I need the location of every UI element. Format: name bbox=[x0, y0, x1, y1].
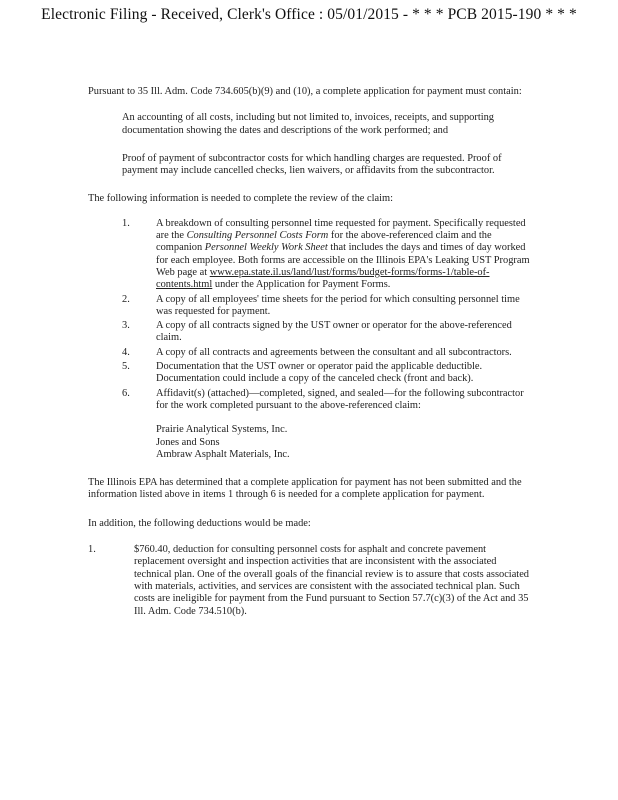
form-name: Personnel Weekly Work Sheet bbox=[204, 242, 328, 254]
needed-list bbox=[88, 218, 530, 412]
subcontractor-name: Jones and Sons bbox=[156, 436, 220, 448]
subcontractor-name: Prairie Analytical Systems, Inc. bbox=[156, 424, 288, 436]
deduction-number: 1. bbox=[88, 544, 96, 556]
contain-item-2: Proof of payment of subcontractor costs for which handling charges are requested. Proof of payment may include cancelled checks, lien waivers, or affidavits from the subcontractor. bbox=[122, 152, 502, 177]
filing-header: Electronic Filing - Received, Clerk's Office : 05/01/2015 - * * * PCB 2015-190 * * * bbox=[41, 6, 577, 23]
list-number: 3. bbox=[122, 320, 130, 332]
contain-item-1: An accounting of all costs, including but not limited to, invoices, receipts, and supporting documentation showing the dates and descriptions of the work performed; and bbox=[122, 112, 494, 136]
deductions-intro: In addition, the following deductions would be made: bbox=[88, 517, 311, 529]
list-item: 6. Affidavit(s) (attached)—completed, signed, and sealed—for the following subcontractor for the work completed pursuant to the above-referenced claim: bbox=[122, 387, 524, 411]
list-item: 5. Documentation that the UST owner or operator paid the applicable deductible. Documentation could include a copy of the canceled check (front and back). bbox=[122, 361, 483, 385]
list-number: 1. bbox=[122, 217, 130, 229]
deduction-text: $760.40, deduction for consulting personnel costs for asphalt and concrete pavement replacement oversight and inspection activities that are inconsistent with the associated technical plan. One of the overall goals of the financial review is to assure that costs associated with materials, activities, and services are consistent with the associated technical plan. Such costs are ineligible for payment from the Fund pursuant to Section 57.7(c)(3) of the Act and 35 Ill. Adm. Code 734.510(b). bbox=[134, 544, 529, 617]
subcontractor-name: Ambraw Asphalt Materials, Inc. bbox=[156, 448, 290, 460]
document-body bbox=[88, 86, 530, 618]
intro-paragraph: Pursuant to 35 Ill. Adm. Code 734.605(b)(9) and (10), a complete application for payment must contain: bbox=[88, 86, 522, 97]
list-number: 5. bbox=[122, 361, 130, 373]
subcontractor-list bbox=[88, 424, 530, 461]
list-item: 4. A copy of all contracts and agreements between the consultant and all subcontractors. bbox=[122, 346, 512, 358]
list-item: 1. A breakdown of consulting personnel time requested for payment. Specifically requested are the Consulting Personnel Costs Form for the above-referenced claim and the companion Personnel Weekly Work Sheet that includes the days and times of day worked for each employee. Both forms are accessible on the Illinois EPA's Leaking UST Program Web page at www.epa.state.il.us/land/lust/forms/budget-forms/forms-1/table-of-contents.html under the Application for Payment Forms. bbox=[122, 217, 530, 291]
determination-paragraph: The Illinois EPA has determined that a complete application for payment has not been submitted and the information listed above in items 1 through 6 is needed for a complete application for payment. bbox=[88, 477, 522, 501]
list-number: 6. bbox=[122, 387, 130, 399]
list-number: 4. bbox=[122, 346, 130, 358]
deduction-item bbox=[88, 544, 530, 618]
list-number: 2. bbox=[122, 293, 130, 305]
forms-link[interactable]: www.epa.state.il.us/land/lust/forms/budget-forms/forms-1/table-of-contents.html bbox=[156, 266, 490, 291]
list-item: 2. A copy of all employees' time sheets for the period for which consulting personnel time was requested for payment. bbox=[122, 293, 520, 317]
needed-intro: The following information is needed to complete the review of the claim: bbox=[88, 193, 393, 205]
form-name: Consulting Personnel Costs Form bbox=[186, 230, 329, 242]
list-item: 3. A copy of all contracts signed by the UST owner or operator for the above-referenced claim. bbox=[122, 320, 512, 344]
